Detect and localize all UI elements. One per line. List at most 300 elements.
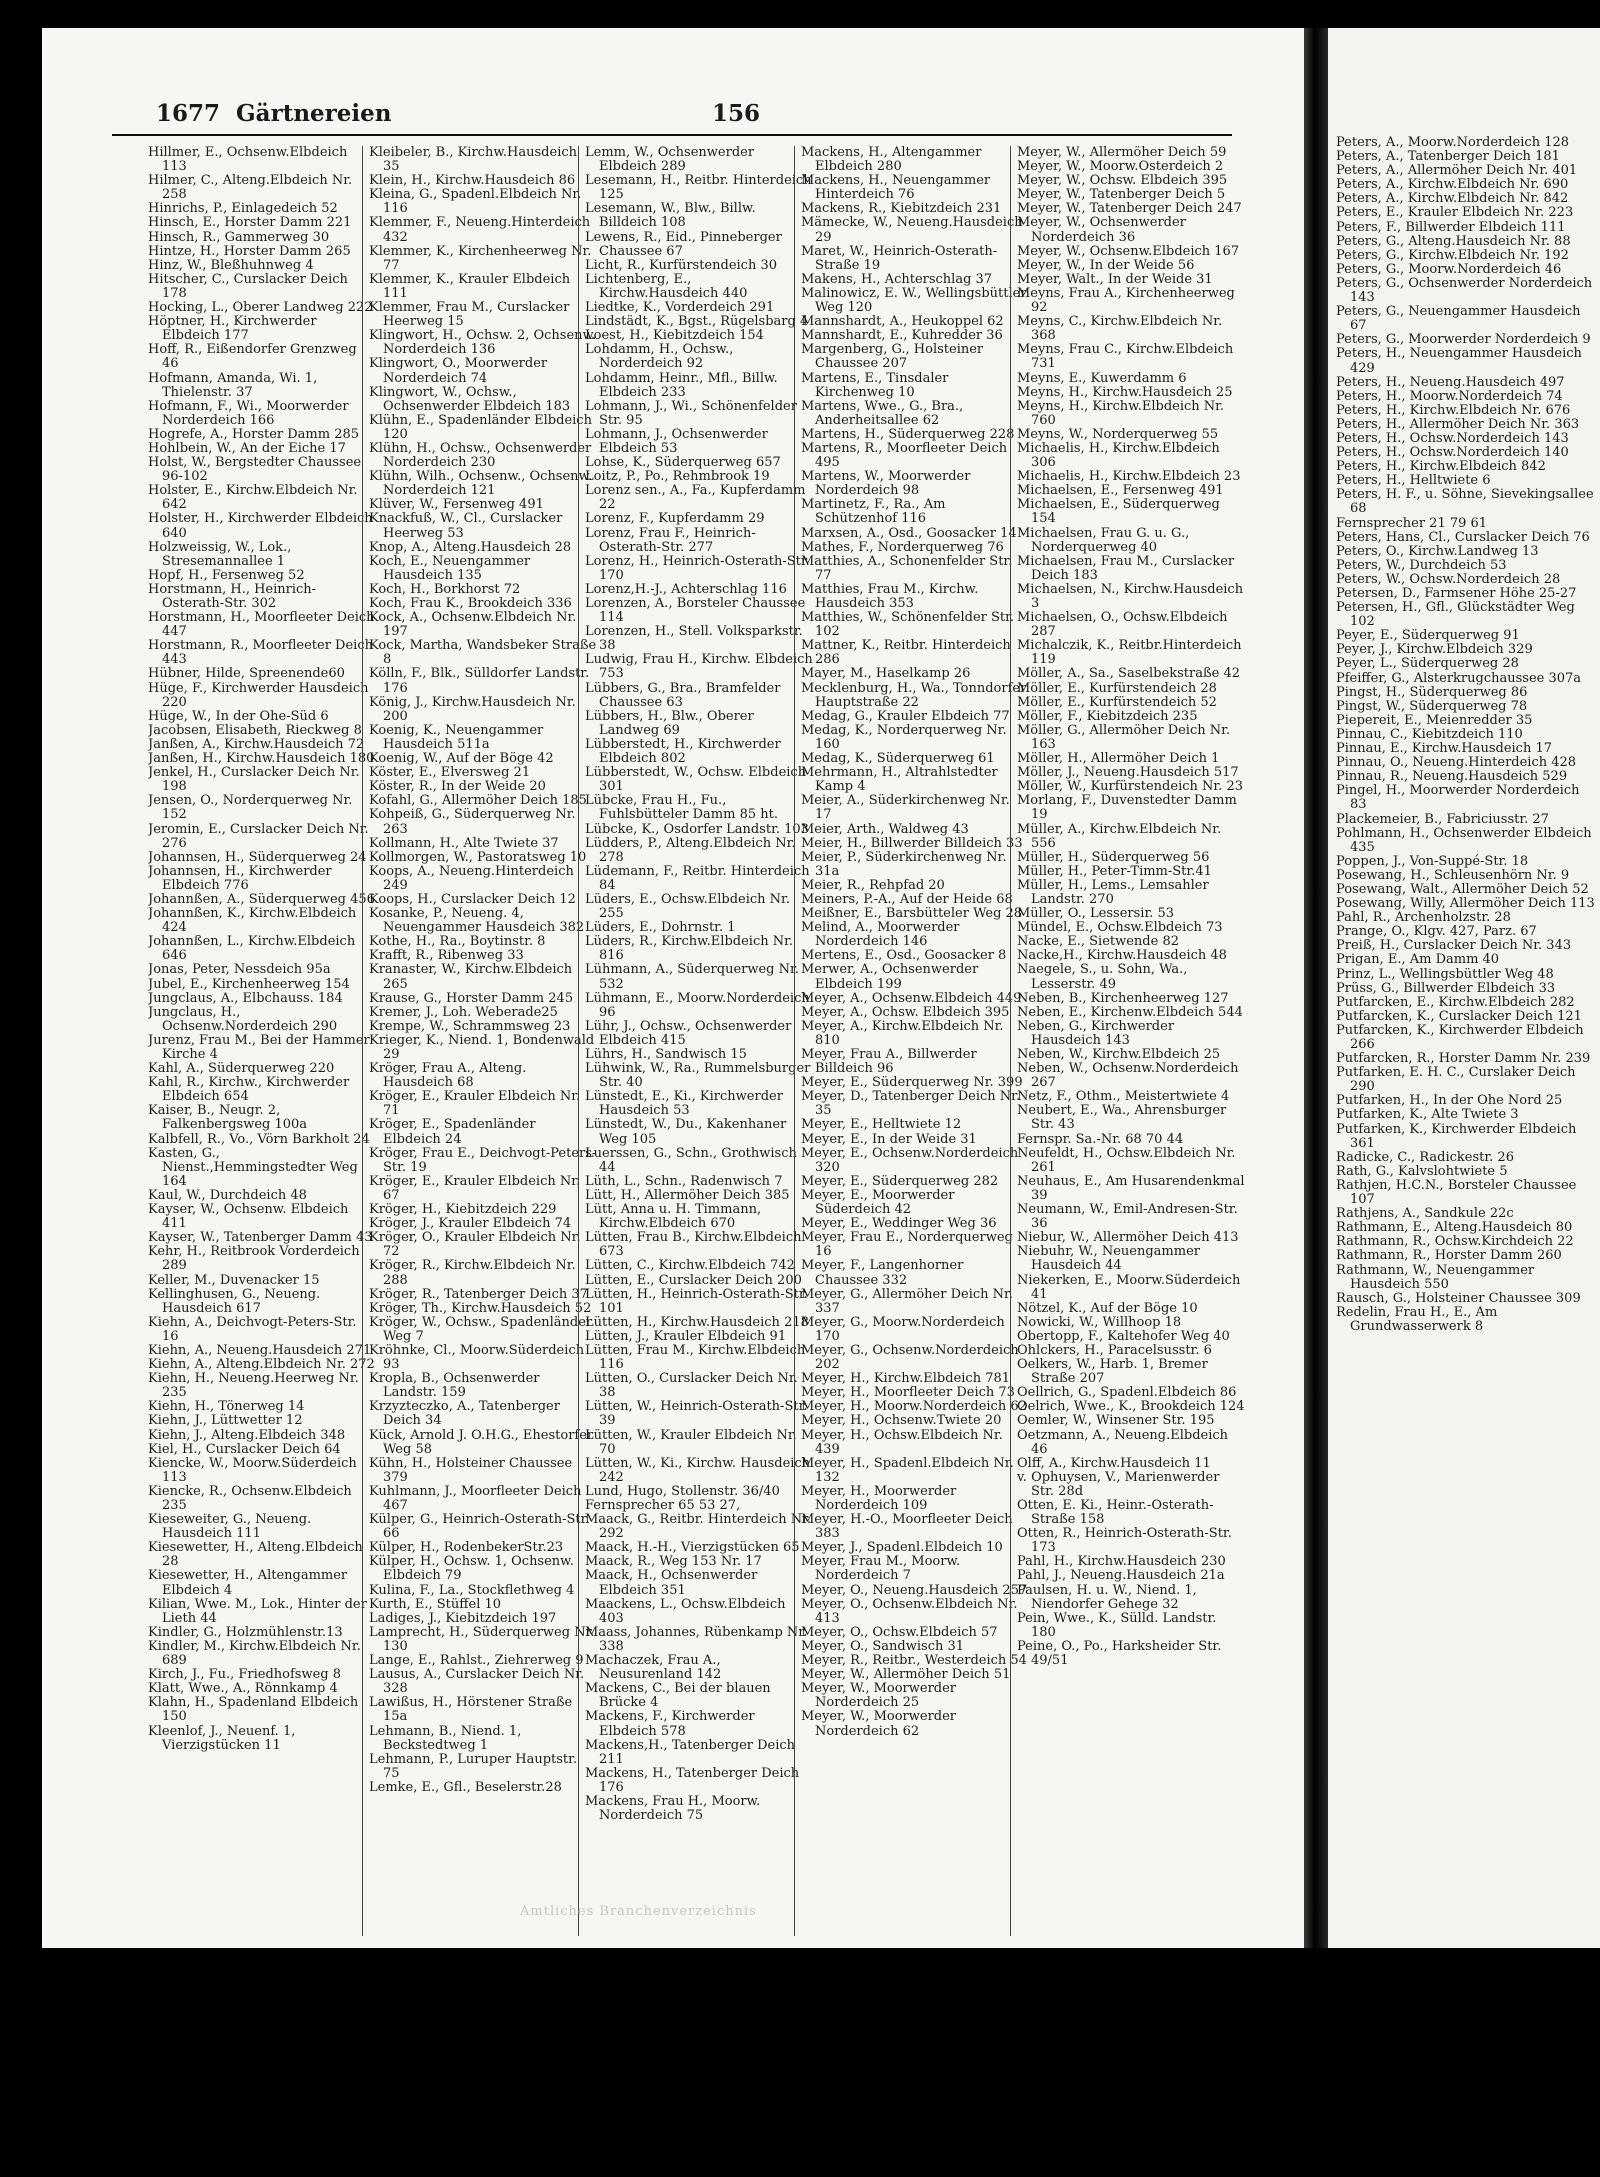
directory-entry: Meyns, W., Norderquerweg 55	[1017, 426, 1219, 442]
directory-entry: Pohlmann, H., Ochsenwerder Elbdeich 435	[1336, 825, 1592, 855]
directory-entry: Liedtke, K., Vorderdeich 291	[585, 300, 775, 316]
directory-entry: Fernspr. Sa.-Nr. 68 70 44	[1017, 1131, 1184, 1147]
directory-entry: Mackens, Frau H., Moorw. Norderdeich 75	[585, 1793, 761, 1824]
directory-entry: Lübberstedt, W., Ochsw. Elbdeich 301	[585, 765, 807, 795]
directory-entry: Lütten, O., Curslacker Deich Nr. 38	[585, 1371, 798, 1401]
directory-entry: Lünstedt, W., Du., Kakenhaner Weg 105	[585, 1117, 787, 1147]
directory-entry: Peters, H., Ochsw.Norderdeich 140	[1336, 445, 1569, 461]
directory-entry: Rathjen, H.C.N., Borsteler Chaussee 107	[1336, 1177, 1577, 1208]
directory-entry: Neben, B., Kirchenheerweg 127	[1017, 990, 1229, 1006]
directory-entry: Putfarcken, K., Curslacker Deich 121	[1336, 1008, 1582, 1024]
directory-entry: Kiehn, J., Alteng.Elbdeich 348	[148, 1427, 346, 1443]
directory-entry: Ludwig, Frau H., Kirchw. Elbdeich 753	[585, 652, 813, 682]
directory-entry: Martens, E., Tinsdaler Kirchenweg 10	[801, 370, 949, 400]
directory-entry: Kalbfell, R., Vo., Vörn Barkholt 24	[148, 1131, 370, 1147]
directory-entry: Neben, W., Ochsenw.Norderdeich 267	[1017, 1061, 1239, 1091]
directory-entry: Lorenz,H.-J., Achterschlag 116	[585, 581, 787, 597]
directory-entry: Rathmann, E., Alteng.Hausdeich 80	[1336, 1220, 1573, 1236]
directory-entry: Peters, G., Moorwerder Norderdeich 9	[1336, 332, 1591, 348]
directory-entry: Krause, G., Horster Damm 245	[369, 990, 574, 1006]
directory-entry: Meyer, A., Ochsw. Elbdeich 395	[801, 1004, 1010, 1020]
directory-entry: Meyer, E., Süderquerweg 282	[801, 1173, 999, 1189]
directory-entry: Lütten, C., Kirchw.Elbdeich 742	[585, 1258, 795, 1274]
directory-entry: Kück, Arnold J. O.H.G., Ehestorfer Weg 58	[369, 1427, 594, 1457]
directory-entry: Lütten, W., Krauler Elbdeich Nr. 70	[585, 1427, 797, 1457]
directory-entry: Lüdders, P., Alteng.Elbdeich Nr. 278	[585, 835, 796, 865]
directory-entry: Luerssen, G., Schn., Grothwisch 44	[585, 1145, 797, 1175]
directory-entry: Lorenz, Frau F., Heinrich-Osterath-Str. 277	[585, 525, 756, 555]
directory-entry: Kropla, B., Ochsenwerder Landstr. 159	[369, 1371, 540, 1401]
directory-entry: Kiel, H., Curslacker Deich 64	[148, 1441, 341, 1457]
directory-columns	[148, 146, 1245, 1946]
directory-entry: Lütten, E., Curslacker Deich 200	[585, 1272, 802, 1288]
directory-entry: Kayser, W., Ochsenw. Elbdeich 411	[148, 1202, 349, 1232]
directory-entry: Peyer, L., Süderquerweg 28	[1336, 656, 1519, 672]
directory-entry: Möller, F., Kiebitzdeich 235	[1017, 708, 1198, 724]
directory-entry: Peters, Hans, Cl., Curslacker Deich 76	[1336, 529, 1590, 545]
column-5	[1010, 146, 1245, 1936]
directory-entry: Möller, E., Kurfürstendeich 52	[1017, 694, 1217, 710]
directory-entry: Kulina, F., La., Stockflethweg 4	[369, 1582, 575, 1598]
directory-entry: Koenig, W., Auf der Böge 42	[369, 751, 554, 767]
directory-entry: Neuhaus, E., Am Husarendenkmal 39	[1017, 1173, 1245, 1203]
directory-entry: Mämecke, W., Neueng.Hausdeich 29	[801, 215, 1023, 245]
directory-entry: Klühn, H., Ochsw., Ochsenwerder Norderdeich 230	[369, 440, 592, 471]
directory-entry: Johannßen, L., Kirchw.Elbdeich 646	[148, 934, 356, 964]
directory-entry: Lübbers, G., Bra., Bramfelder Chaussee 63	[585, 680, 781, 710]
directory-entry: Jeromin, E., Curslacker Deich Nr. 276	[148, 821, 369, 851]
directory-entry: Otten, E. Ki., Heinr.-Osterath-Straße 158	[1017, 1498, 1214, 1528]
directory-entry: Johannßen, K., Kirchw.Elbdeich 424	[148, 906, 357, 936]
directory-entry: Peters, G., Ochsenwerder Norderdeich 143	[1336, 275, 1593, 306]
directory-entry: Lütten, Frau M., Kirchw.Elbdeich 116	[585, 1342, 806, 1373]
directory-entry: Prinz, L., Wellingsbüttler Weg 48	[1336, 966, 1554, 982]
directory-entry: Kleibeler, B., Kirchw.Hausdeich 35	[369, 146, 577, 175]
directory-entry: Lemm, W., Ochsenwerder Elbdeich 289	[585, 146, 755, 175]
directory-entry: Maack, H.-H., Vierzigstücken 65	[585, 1540, 800, 1556]
directory-entry: Putfarken, K., Kirchwerder Elbdeich 361	[1336, 1121, 1577, 1151]
directory-entry: Peters, H., Ochsw.Norderdeich 143	[1336, 430, 1569, 446]
directory-entry: Lünstedt, E., Ki., Kirchwerder Hausdeich 53	[585, 1089, 783, 1119]
directory-entry: Putfarcken, K., Kirchwerder Elbdeich 266	[1336, 1022, 1584, 1052]
directory-entry: Michaelsen, E., Süderquerweg 154	[1017, 497, 1220, 527]
directory-entry: Kock, A., Ochsenw.Elbdeich Nr. 197	[369, 610, 577, 640]
directory-entry: Neben, W., Kirchw.Elbdeich 25	[1017, 1047, 1221, 1062]
directory-entry: Lehmann, P., Luruper Hauptstr. 75	[369, 1751, 578, 1781]
directory-entry: Lesemann, W., Blw., Billw. Billdeich 108	[585, 201, 756, 231]
directory-entry: Kasten, G., Nienst.,Hemmingstedter Weg 164	[148, 1145, 358, 1189]
directory-entry: Kiehn, A., Deichvogt-Peters-Str. 16	[148, 1314, 357, 1344]
directory-entry: Otten, R., Heinrich-Osterath-Str. 173	[1017, 1526, 1232, 1556]
directory-entry: Koch, E., Neuengammer Hausdeich 135	[369, 553, 531, 583]
directory-entry: Meier, A., Süderkirchenweg Nr. 17	[801, 793, 1010, 823]
directory-entry: Niebuhr, W., Neuengammer Hausdeich 44	[1017, 1244, 1200, 1274]
directory-entry: Lübberstedt, H., Kirchwerder Elbdeich 802	[585, 736, 781, 767]
directory-entry: Kuhlmann, J., Moorfleeter Deich 467	[369, 1483, 582, 1513]
directory-entry: Hofmann, F., Wi., Moorwerder Norderdeich 166	[148, 398, 349, 428]
directory-entry: Kosanke, P., Neueng. 4, Neuengammer Hausdeich 382	[369, 906, 585, 936]
directory-entry: Lausus, A., Curslacker Deich Nr. 328	[369, 1667, 585, 1697]
directory-entry: Meyer, E., Weddinger Weg 36	[801, 1216, 997, 1232]
directory-entry: Michaelsen, E., Fersenweg 491	[1017, 483, 1224, 499]
directory-entry: Meyer, Frau A., Billwerder Billdeich 96	[801, 1047, 977, 1077]
directory-entry: Michaelsen, O., Ochsw.Elbdeich 287	[1017, 610, 1228, 640]
directory-entry: Fernsprecher 65 53 27,	[585, 1498, 741, 1513]
directory-entry: Meyer, W., Moorwerder Norderdeich 62	[801, 1709, 957, 1739]
directory-entry: Lübbers, H., Blw., Oberer Landweg 69	[585, 708, 754, 738]
directory-entry: Martinetz, F., Ra., Am Schützenhof 116	[801, 497, 946, 527]
page-header	[112, 98, 1232, 136]
directory-entry: Müller, H., Lems., Lemsahler Landstr. 270	[1017, 877, 1209, 907]
directory-entry: Meyer, H., Spadenl.Elbdeich Nr. 132	[801, 1455, 1014, 1485]
directory-entry: Kahl, A., Süderquerweg 220	[148, 1061, 335, 1077]
directory-entry: Lorenz, F., Kupferdamm 29	[585, 511, 765, 527]
directory-entry: Meyer, Frau M., Moorw. Norderdeich 7	[801, 1554, 961, 1584]
directory-entry: Lohdamm, Heinr., Mfl., Billw. Elbdeich 233	[585, 370, 778, 400]
directory-entry: Hocking, L., Oberer Landweg 222	[148, 300, 373, 316]
directory-entry: Kröger, O., Krauler Elbdeich Nr. 72	[369, 1230, 581, 1260]
directory-entry: Kröger, J., Krauler Elbdeich 74	[369, 1216, 572, 1232]
directory-entry: Rausch, G., Holsteiner Chaussee 309	[1336, 1290, 1581, 1306]
directory-entry: Jungclaus, A., Elbchauss. 184	[148, 990, 343, 1006]
directory-entry: Peyer, E., Süderquerweg 91	[1336, 628, 1520, 644]
directory-entry: Hübner, Hilde, Spreenende60	[148, 666, 345, 682]
directory-entry: Kiesewetter, H., Alteng.Elbdeich 28	[148, 1540, 363, 1570]
directory-entry: Müller, O., Lessersir. 53	[1017, 906, 1175, 922]
directory-entry: Lühwink, W., Ra., Rummelsburger Str. 40	[585, 1061, 811, 1091]
directory-entry: Lütten, J., Krauler Elbdeich 91	[585, 1328, 787, 1344]
directory-entry: Meyns, C., Kirchw.Elbdeich Nr. 368	[1017, 314, 1223, 344]
directory-entry: Pahl, R., Archenholzstr. 28	[1336, 910, 1511, 926]
directory-entry: Melind, A., Moorwerder Norderdeich 146	[801, 920, 960, 950]
section-heading	[156, 100, 392, 127]
directory-entry: Peters, A., Kirchw.Elbdeich Nr. 842	[1336, 191, 1569, 207]
directory-entry: Pein, Wwe., K., Sülld. Landstr. 180	[1017, 1610, 1217, 1640]
directory-entry: Meyer, R., Reitbr., Westerdeich 54	[801, 1653, 1027, 1669]
directory-entry: Plackemeier, B., Fabriciusstr. 27	[1336, 811, 1549, 827]
directory-entry: Meier, P., Süderkirchenweg Nr. 31a	[801, 849, 1007, 879]
directory-entry: Meier, R., Rehpfad 20	[801, 877, 945, 893]
directory-entry: Mannshardt, A., Heukoppel 62	[801, 314, 1004, 330]
directory-entry: Naegele, S., u. Sohn, Wa., Lesserstr. 49	[1017, 962, 1188, 992]
directory-entry: Olff, A., Kirchw.Hausdeich 11	[1017, 1455, 1211, 1471]
directory-entry: Putfarcken, E., Kirchw.Elbdeich 282	[1336, 994, 1575, 1010]
directory-entry: Meyns, H., Kirchw.Hausdeich 25	[1017, 384, 1233, 400]
directory-entry: Lüth, L., Schn., Radenwisch 7	[585, 1173, 783, 1189]
directory-entry: Michaelis, H., Kirchw.Elbdeich 23	[1017, 469, 1241, 485]
directory-entry: Meyer, W., In der Weide 56	[1017, 257, 1195, 273]
directory-entry: Morlang, F., Duvenstedter Damm 19	[1017, 793, 1237, 823]
directory-entry: v. Ophuysen, V., Marienwerder Str. 28d	[1017, 1469, 1220, 1499]
directory-entry: Meiners, P.-A., Auf der Heide 68	[801, 891, 1013, 907]
directory-entry: Mehrmann, H., Altrahlstedter Kamp 4	[801, 765, 998, 795]
directory-entry: Ladiges, J., Kiebitzdeich 197	[369, 1610, 557, 1626]
directory-entry: Hüge, F., Kirchwerder Hausdeich 220	[148, 680, 369, 710]
directory-entry: Koch, Frau K., Brookdeich 336	[369, 596, 572, 611]
directory-entry: Kieseweiter, G., Neueng. Hausdeich 111	[148, 1512, 312, 1542]
directory-entry: Hinrichs, P., Einlagedeich 52	[148, 201, 338, 217]
directory-entry: Lüders, E., Dohrnstr. 1	[585, 920, 736, 936]
book-gutter	[1304, 28, 1328, 1948]
directory-entry: Külper, H., Ochsw. 1, Ochsenw. Elbdeich 79	[369, 1554, 574, 1584]
directory-entry: Niebur, W., Allermöher Deich 413	[1017, 1230, 1239, 1246]
column-3	[578, 146, 813, 1936]
directory-entry: Horstmann, H., Moorfleeter Deich 447	[148, 610, 375, 640]
directory-entry: Peyer, J., Kirchw.Elbdeich 329	[1336, 642, 1533, 658]
directory-entry: Michaelsen, Frau G. u. G., Norderquerweg 40	[1017, 525, 1190, 555]
directory-entry: Meyns, E., Kuwerdamm 6	[1017, 370, 1187, 386]
directory-entry: Maackens, L., Ochsw.Elbdeich 403	[585, 1596, 786, 1626]
directory-entry: Nacke, E., Sietwende 82	[1017, 934, 1179, 950]
directory-entry: Meyer, H., Moorfleeter Deich 73	[801, 1385, 1015, 1401]
directory-entry: Peters, A., Kirchw.Elbdeich Nr. 690	[1336, 177, 1569, 193]
directory-entry: Matthies, A., Schonenfelder Str. 77	[801, 553, 1013, 583]
directory-entry: Meißner, E., Barsbütteler Weg 28	[801, 906, 1023, 922]
directory-entry: Hoff, R., Eißendorfer Grenzweg 46	[148, 342, 357, 372]
directory-entry: Krzyzteczko, A., Tatenberger Deich 34	[369, 1399, 560, 1429]
directory-entry: Meyer, H., Moorwerder Norderdeich 109	[801, 1483, 957, 1513]
directory-entry: Müller, H., Süderquerweg 56	[1017, 849, 1210, 865]
directory-entry: Klingwort, W., Ochsw., Ochsenwerder Elbdeich 183	[369, 384, 571, 414]
directory-entry: Meyer, O., Neueng.Hausdeich 257	[801, 1582, 1028, 1598]
directory-entry: Loest, H., Kiebitzdeich 154	[585, 328, 764, 344]
directory-entry: Kröger, W., Ochsw., Spadenländer Weg 7	[369, 1314, 593, 1344]
directory-entry: Lamprecht, H., Süderquerweg Nr. 130	[369, 1624, 595, 1654]
directory-entry: Rathmann, R., Ochsw.Kirchdeich 22	[1336, 1234, 1574, 1250]
directory-entry: Koops, A., Neueng.Hinterdeich 249	[369, 863, 574, 893]
directory-entry: Hüge, W., In der Ohe-Süd 6	[148, 708, 329, 724]
directory-entry: Meyer, W., Moorw.Osterdeich 2	[1017, 159, 1224, 175]
directory-entry: Radicke, C., Radickestr. 26	[1336, 1149, 1514, 1165]
right-page	[1328, 28, 1600, 1948]
directory-entry: Lüdemann, F., Reitbr. Hinterdeich 84	[585, 863, 810, 893]
directory-entry: Knackfuß, W., Cl., Curslacker Heerweg 53	[369, 511, 563, 541]
directory-entry: Lehmann, B., Niend. 1, Beckstedtweg 1	[369, 1723, 522, 1753]
directory-entry: Möller, G., Allermöher Deich Nr. 163	[1017, 722, 1231, 752]
directory-entry: Meyer, W., Tatenberger Deich 247	[1017, 201, 1242, 217]
directory-entry: Lorenz sen., A., Fa., Kupferdamm 22	[585, 483, 806, 513]
directory-entry: Johannsen, H., Süderquerweg 24	[148, 849, 367, 865]
directory-entry: Mackens,H., Tatenberger Deich 211	[585, 1737, 796, 1767]
directory-entry: Lohdamm, H., Ochsw., Norderdeich 92	[585, 342, 734, 372]
directory-entry: Lührs, H., Sandwisch 15	[585, 1047, 747, 1062]
directory-entry: Mackens, F., Kirchwerder Elbdeich 578	[585, 1709, 755, 1739]
directory-entry: Lohmann, J., Wi., Schönenfelder Str. 95	[585, 398, 797, 428]
directory-entry: Möller, A., Sa., Saselbekstraße 42	[1017, 666, 1241, 682]
directory-entry: Rath, G., Kalvslohtwiete 5	[1336, 1163, 1508, 1179]
directory-entry: Meyer, W., Allermöher Deich 51	[801, 1667, 1011, 1683]
directory-entry: Meyer, W., Ochsenwerder Norderdeich 36	[1017, 215, 1186, 245]
directory-entry: Kirch, J., Fu., Friedhofsweg 8	[148, 1667, 342, 1683]
directory-entry: Koch, H., Borkhorst 72	[369, 581, 521, 597]
directory-entry: Mertens, E., Osd., Goosacker 8	[801, 948, 1007, 964]
directory-entry: Obertopp, F., Kaltehofer Weg 40	[1017, 1328, 1230, 1344]
directory-entry: Klein, H., Kirchw.Hausdeich 86	[369, 173, 576, 189]
directory-entry: Kiehn, H., Neueng.Heerweg Nr. 235	[148, 1371, 359, 1401]
directory-entry: Maack, R., Weg 153 Nr. 17	[585, 1554, 762, 1570]
directory-entry: Peters, H., Allermöher Deich Nr. 363	[1336, 416, 1580, 432]
directory-entry: Kiehn, A., Alteng.Elbdeich Nr. 272	[148, 1357, 375, 1373]
directory-entry: Knop, A., Alteng.Hausdeich 28	[369, 539, 572, 555]
directory-entry: Meyer, Walt., In der Weide 31	[1017, 271, 1213, 287]
directory-entry: Neben, E., Kirchenw.Elbdeich 544	[1017, 1004, 1243, 1020]
directory-entry: Peters, F., Billwerder Elbdeich 111	[1336, 219, 1566, 235]
directory-entry: Pahl, J., Neueng.Hausdeich 21a	[1017, 1568, 1225, 1584]
directory-entry: Holzweissig, W., Lok., Stresemannallee 1	[148, 539, 292, 569]
directory-entry: Rathmann, R., Horster Damm 260	[1336, 1248, 1562, 1264]
directory-entry: Putfarken, K., Alte Twiete 3	[1336, 1107, 1519, 1123]
directory-entry: Oelrich, Wwe., K., Brookdeich 124	[1017, 1399, 1245, 1415]
directory-entry: Köster, E., Elversweg 21	[369, 765, 531, 781]
column-4	[794, 146, 1029, 1936]
directory-entry: Köster, R., In der Weide 20	[369, 779, 546, 795]
directory-entry: Peters, H., Kirchw.Elbdeich Nr. 676	[1336, 402, 1571, 418]
directory-entry: Lüders, R., Kirchw.Elbdeich Nr. 816	[585, 934, 794, 964]
directory-entry: Lewens, R., Eid., Pinneberger Chaussee 67	[585, 229, 782, 259]
directory-entry: Lohse, K., Süderquerweg 657	[585, 455, 781, 471]
directory-entry: Meyns, H., Kirchw.Elbdeich Nr. 760	[1017, 398, 1225, 428]
directory-entry: Holst, W., Bergstedter Chaussee 96-102	[148, 455, 362, 485]
directory-entry: Holster, E., Kirchw.Elbdeich Nr. 642	[148, 483, 358, 513]
directory-entry: Klatt, Wwe., A., Rönnkamp 4	[148, 1681, 338, 1697]
directory-entry: Klemmer, F., Neueng.Hinterdeich 432	[369, 215, 591, 245]
scan-border-left	[0, 0, 42, 2177]
directory-entry: Redelin, Frau H., E., Am Grundwasserwerk 8	[1336, 1304, 1498, 1334]
directory-entry: Petersen, D., Farmsener Höhe 25-27	[1336, 586, 1577, 601]
directory-entry: Licht, R., Kurfürstendeich 30	[585, 257, 777, 273]
directory-entry: Kölln, F., Blk., Sülldorfer Landstr. 176	[369, 666, 590, 696]
directory-entry: Johannsen, H., Kirchwerder Elbdeich 776	[148, 863, 332, 893]
column-2	[362, 146, 597, 1936]
directory-entry: Pingel, H., Moorwerder Norderdeich 83	[1336, 783, 1580, 813]
directory-entry: Meier, H., Billwerder Billdeich 33	[801, 835, 1023, 851]
directory-entry: Martens, Wwe., G., Bra., Anderheitsallee 62	[801, 398, 964, 428]
directory-entry: Kröger, Frau A., Alteng. Hausdeich 68	[369, 1061, 527, 1091]
directory-entry: Niekerken, E., Moorw.Süderdeich 41	[1017, 1272, 1241, 1302]
directory-entry: Müller, A., Kirchw.Elbdeich Nr. 556	[1017, 821, 1222, 851]
directory-entry: Poppen, J., Von-Suppé-Str. 18	[1336, 853, 1529, 869]
directory-entry: Pinnau, E., Kirchw.Hausdeich 17	[1336, 741, 1553, 757]
directory-entry: Hopf, H., Fersenweg 52	[148, 567, 305, 583]
directory-entry: Kühn, H., Holsteiner Chaussee 379	[369, 1455, 573, 1485]
directory-entry: Peters, H., Moorw.Norderdeich 74	[1336, 388, 1563, 404]
directory-entry: Neufeldt, H., Ochsw.Elbdeich Nr. 261	[1017, 1145, 1236, 1175]
directory-entry: Lühmann, E., Moorw.Norderdeich 96	[585, 990, 810, 1020]
directory-entry: Meyer, E., Moorwerder Süderdeich 42	[801, 1187, 955, 1218]
directory-entry: Neubert, E., Wa., Ahrensburger Str. 43	[1017, 1103, 1227, 1133]
directory-entry: Mackens, H., Neuengammer Hinterdeich 76	[801, 173, 991, 203]
directory-entry: Kröger, H., Kiebitzdeich 229	[369, 1202, 557, 1218]
directory-entry: Makens, H., Achterschlag 37	[801, 271, 993, 287]
directory-entry: Kleenlof, J., Neuenf. 1, Vierzigstücken 11	[148, 1723, 296, 1753]
directory-entry: Jurenz, Frau M., Bei der Hammer Kirche 4	[148, 1032, 370, 1062]
scan-border-bottom	[0, 1948, 1600, 2177]
directory-entry: Peters, W., Ochsw.Norderdeich 28	[1336, 571, 1561, 587]
directory-entry: Lüders, E., Ochsw.Elbdeich Nr. 255	[585, 891, 790, 922]
directory-entry: Peters, H., Helltwiete 6	[1336, 473, 1491, 489]
directory-entry: Klemmer, K., Kirchenheerweg Nr. 77	[369, 243, 592, 273]
directory-entry: Neumann, W., Emil-Andresen-Str. 36	[1017, 1202, 1238, 1232]
directory-entry: Klingwort, H., Ochsw. 2, Ochsenw. Norderdeich 136	[369, 328, 597, 358]
directory-entry: Medag, K., Süderquerweg 61	[801, 751, 995, 767]
directory-entry: Janßen, A., Kirchw.Hausdeich 72	[148, 736, 365, 752]
directory-entry: Mackens, R., Kiebitzdeich 231	[801, 201, 1002, 217]
directory-entry: Mathes, F., Norderquerweg 76	[801, 539, 1004, 555]
directory-entry: Meyer, E., In der Weide 31	[801, 1131, 977, 1147]
directory-entry: Pahl, H., Kirchw.Hausdeich 230	[1017, 1554, 1226, 1570]
directory-entry: Meyer, W., Moorwerder Norderdeich 25	[801, 1681, 957, 1711]
directory-entry: Jacobsen, Elisabeth, Rieckweg 8	[148, 722, 362, 738]
directory-entry: Maass, Johannes, Rübenkamp Nr. 338	[585, 1624, 808, 1654]
directory-entry: Lohmann, J., Ochsenwerder Elbdeich 53	[585, 426, 768, 456]
directory-entry: Kellinghusen, G., Neueng. Hausdeich 617	[148, 1286, 321, 1316]
directory-entry: Meyer, E., Ochsenw.Norderdeich 320	[801, 1145, 1019, 1175]
directory-entry: Loitz, P., Po., Rehmbrook 19	[585, 469, 770, 485]
directory-entry: Peters, H. F., u. Söhne, Sievekingsallee 68	[1336, 487, 1594, 517]
directory-entry: Putfarcken, R., Horster Damm Nr. 239	[1336, 1051, 1591, 1067]
directory-entry: Peters, A., Allermöher Deich Nr. 401	[1336, 163, 1578, 179]
directory-entry: Lütten, W., Ki., Kirchw. Hausdeich 242	[585, 1455, 811, 1485]
directory-entry: Mayer, M., Haselkamp 26	[801, 666, 971, 682]
directory-entry: Kiehn, H., Tönerweg 14	[148, 1399, 305, 1415]
directory-entry: Lange, E., Rahlst., Ziehrerweg 9	[369, 1653, 584, 1669]
directory-entry: Rathmann, W., Neuengammer Hausdeich 550	[1336, 1262, 1535, 1292]
directory-entry: Kröhnke, Cl., Moorw.Süderdeich 93	[369, 1342, 585, 1373]
directory-entry: Hitscher, C., Curslacker Deich 178	[148, 271, 348, 301]
directory-entry: Hofmann, Amanda, Wi. 1, Thielenstr. 37	[148, 370, 318, 400]
directory-entry: Kranaster, W., Kirchw.Elbdeich 265	[369, 962, 573, 992]
directory-entry: Koenig, K., Neuengammer Hausdeich 511a	[369, 722, 544, 752]
directory-entry: Michaelsen, N., Kirchw.Hausdeich 3	[1017, 581, 1244, 611]
directory-entry: Kremer, J., Loh. Weberade25	[369, 1004, 558, 1020]
directory-entry: Machaczek, Frau A., Neusurenland 142	[585, 1653, 722, 1683]
directory-entry: Keller, M., Duvenacker 15	[148, 1272, 320, 1288]
directory-entry: Kiehn, A., Neueng.Hausdeich 271	[148, 1342, 372, 1358]
directory-entry: Lübcke, K., Osdorfer Landstr. 103	[585, 821, 809, 837]
directory-entry: Peters, W., Durchdeich 53	[1336, 557, 1507, 573]
directory-entry: Jubel, E., Kirchenheerweg 154	[148, 976, 350, 992]
directory-entry: Martens, R., Moorfleeter Deich 495	[801, 440, 1008, 471]
directory-entry: Kehr, H., Reitbrook Vorderdeich 289	[148, 1244, 360, 1274]
directory-entry: Möller, E., Kurfürstendeich 28	[1017, 680, 1217, 696]
directory-entry: Mündel, E., Ochsw.Elbdeich 73	[1017, 920, 1223, 936]
directory-entry: Jenkel, H., Curslacker Deich Nr. 198	[148, 765, 360, 795]
directory-entry: Posewang, H., Schleusenhörn Nr. 9	[1336, 867, 1570, 883]
directory-entry: Fernsprecher 21 79 61	[1336, 515, 1488, 531]
directory-entry: Kröger, R., Tatenberger Deich 37	[369, 1286, 588, 1302]
directory-entry: Hohlbein, W., An der Eiche 17	[148, 440, 346, 456]
directory-entry: Neben, G., Kirchwerder Hausdeich 143	[1017, 1018, 1175, 1048]
directory-entry: Kröger, R., Kirchw.Elbdeich Nr. 288	[369, 1258, 576, 1288]
directory-entry: Meyer, O., Ochsw.Elbdeich 57	[801, 1624, 998, 1640]
directory-entry: Kollmann, H., Alte Twiete 37	[369, 835, 559, 851]
directory-entry: Hillmer, E., Ochsenw.Elbdeich 113	[148, 146, 348, 175]
directory-entry: Paulsen, H. u. W., Niend. 1, Niendorfer Gehege 32	[1017, 1582, 1197, 1612]
directory-entry: Prüss, G., Billwerder Elbdeich 33	[1336, 980, 1556, 996]
directory-entry: Klühn, Wilh., Ochsenw., Ochsenw. Norderdeich 121	[369, 469, 593, 499]
directory-entry: Janßen, H., Kirchw.Hausdeich 180	[148, 751, 375, 767]
directory-entry: Klüver, W., Fersenweg 491	[369, 497, 544, 513]
directory-entry: Meier, Arth., Waldweg 43	[801, 821, 969, 837]
directory-entry: Möller, H., Allermöher Deich 1	[1017, 751, 1220, 767]
directory-entry: Meyer, O., Ochsenw.Elbdeich Nr. 413	[801, 1596, 1018, 1626]
directory-entry: Kindler, M., Kirchw.Elbdeich Nr. 689	[148, 1638, 361, 1669]
directory-entry: Netz, F., Othm., Meistertwiete 4	[1017, 1089, 1230, 1105]
directory-entry: Kröger, E., Spadenländer Elbdeich 24	[369, 1117, 536, 1147]
directory-entry: Krafft, R., Ribenweg 33	[369, 948, 524, 964]
directory-entry: Meyer, A., Ochsenw.Elbdeich 449	[801, 990, 1022, 1006]
directory-entry: Meyer, W., Tatenberger Deich 5	[1017, 187, 1226, 203]
